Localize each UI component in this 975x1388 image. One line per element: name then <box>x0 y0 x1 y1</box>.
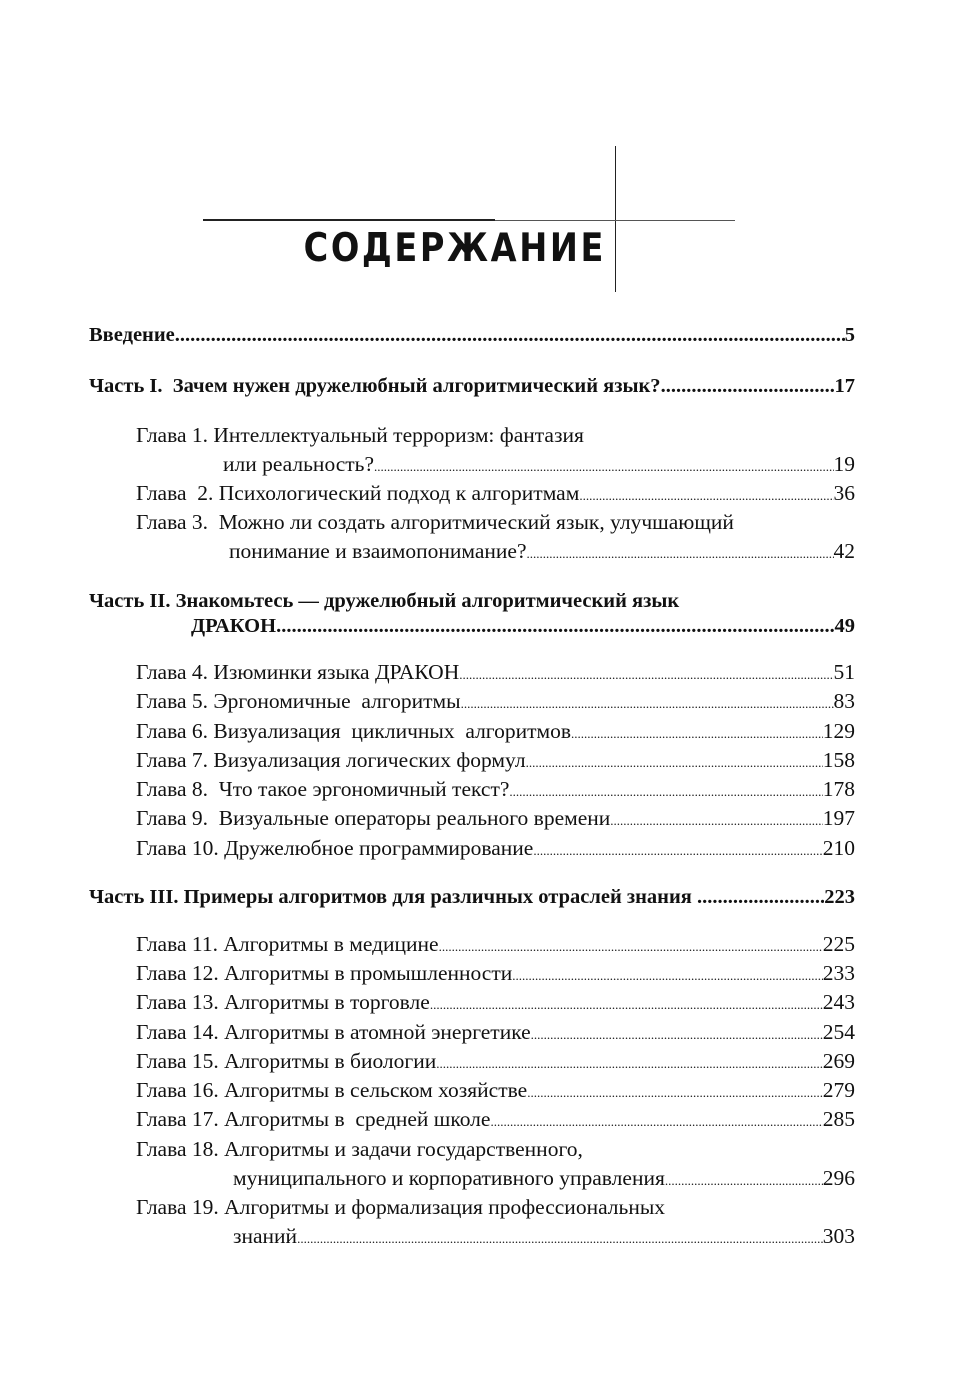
toc-entry-chapter-10[interactable] <box>136 836 855 865</box>
toc-leader <box>459 667 833 683</box>
toc-label: Глава 5. Эргономичные алгоритмы <box>136 689 461 713</box>
toc-leader <box>697 886 824 909</box>
toc-page: 303 <box>822 1224 855 1248</box>
toc-label: Глава 6. Визуализация цикличных алгоритмов <box>136 719 571 743</box>
toc-label: Глава 10. Дружелюбное программирование <box>136 836 534 860</box>
page-title: СОДЕРЖАНИЕ <box>303 226 606 271</box>
toc-entry-chapter-17[interactable] <box>136 1107 855 1136</box>
toc-page: 83 <box>833 689 855 713</box>
toc-label: Глава 2. Психологический подход к алгоритмам <box>136 481 580 505</box>
toc-leader <box>610 813 822 829</box>
toc-page: 225 <box>822 932 855 956</box>
toc-page: 5 <box>844 324 855 346</box>
toc-leader <box>490 1114 822 1130</box>
toc-leader <box>533 843 822 859</box>
toc-leader <box>661 375 835 398</box>
toc-leader <box>430 997 823 1013</box>
toc-entry-chapter-19-line1[interactable]: Глава 19. Алгоритмы и формализация профессиональных <box>136 1195 666 1219</box>
toc-label: Глава 8. Что такое эргономичный текст? <box>136 777 510 801</box>
toc-page: 36 <box>833 481 855 505</box>
toc-leader <box>374 459 833 475</box>
toc-leader <box>526 755 823 771</box>
toc-label: Глава 16. Алгоритмы в сельском хозяйстве <box>136 1078 528 1102</box>
toc-label: знаний <box>233 1224 298 1248</box>
toc-entry-part-3[interactable] <box>89 886 855 915</box>
toc-entry-intro[interactable] <box>89 324 855 353</box>
toc-entry-chapter-11[interactable] <box>136 932 855 961</box>
toc-page: 51 <box>833 660 855 684</box>
toc-entry-chapter-16[interactable] <box>136 1078 855 1107</box>
toc-entry-part-2-line1[interactable]: Часть II. Знакомьтесь — дружелюбный алгоритмический язык <box>89 590 680 612</box>
toc-leader <box>461 696 834 712</box>
toc-label: ДРАКОН <box>191 615 277 637</box>
decorative-rule-thin <box>495 220 735 221</box>
toc-page: 197 <box>822 806 855 830</box>
toc-page: 296 <box>822 1166 855 1190</box>
toc-entry-chapter-9[interactable] <box>136 806 855 835</box>
toc-entry-chapter-19[interactable] <box>233 1224 855 1253</box>
toc-page: 223 <box>824 886 855 908</box>
toc-page: 19 <box>833 452 855 476</box>
toc-entry-chapter-1[interactable] <box>223 452 855 481</box>
toc-entry-part-1[interactable] <box>89 375 855 404</box>
toc-label: Введение <box>89 324 175 346</box>
toc-entry-chapter-4[interactable] <box>136 660 855 689</box>
toc-label: Глава 13. Алгоритмы в торговле <box>136 990 430 1014</box>
toc-label: понимание и взаимопонимание? <box>229 539 527 563</box>
toc-label: Часть III. Примеры алгоритмов для различных отраслей знания <box>89 886 698 908</box>
toc-leader <box>297 1231 823 1247</box>
toc-entry-chapter-5[interactable] <box>136 689 855 718</box>
toc-label: Глава 14. Алгоритмы в атомной энергетике <box>136 1020 531 1044</box>
toc-leader <box>527 546 834 562</box>
toc-leader <box>509 784 822 800</box>
toc-label: Глава 9. Визуальные операторы реального времени <box>136 806 611 830</box>
toc-page: 269 <box>822 1049 855 1073</box>
toc-label: Глава 7. Визуализация логических формул <box>136 748 526 772</box>
toc-label: муниципального и корпоративного управления <box>233 1166 665 1190</box>
toc-entry-chapter-14[interactable] <box>136 1020 855 1049</box>
decorative-vertical-line <box>615 146 616 292</box>
toc-label: Глава 4. Изюминки языка ДРАКОН <box>136 660 460 684</box>
toc-leader <box>665 1173 823 1189</box>
toc-label: Глава 12. Алгоритмы в промышленности <box>136 961 513 985</box>
toc-page: 285 <box>822 1107 855 1131</box>
toc-entry-part-2[interactable] <box>191 615 855 644</box>
toc-leader <box>571 726 823 742</box>
toc-entry-chapter-13[interactable] <box>136 990 855 1019</box>
toc-entry-chapter-1-line1[interactable]: Глава 1. Интеллектуальный терроризм: фантазия <box>136 423 584 447</box>
toc-entry-chapter-7[interactable] <box>136 748 855 777</box>
toc-entry-chapter-12[interactable] <box>136 961 855 990</box>
toc-page: 279 <box>822 1078 855 1102</box>
toc-label: Часть I. Зачем нужен дружелюбный алгоритмический язык? <box>89 375 661 397</box>
toc-page: 178 <box>822 777 855 801</box>
toc-entry-chapter-18-line1[interactable]: Глава 18. Алгоритмы и задачи государственного, <box>136 1137 583 1161</box>
decorative-rule-thick <box>203 219 495 221</box>
toc-leader <box>175 324 845 347</box>
toc-entry-chapter-8[interactable] <box>136 777 855 806</box>
toc-entry-chapter-3[interactable] <box>229 539 855 568</box>
toc-entry-chapter-6[interactable] <box>136 719 855 748</box>
toc-page: 210 <box>822 836 855 860</box>
toc-page: 243 <box>822 990 855 1014</box>
toc-leader <box>579 488 833 504</box>
toc-page: 129 <box>822 719 855 743</box>
toc-leader <box>439 939 823 955</box>
toc-leader <box>512 968 823 984</box>
toc-entry-chapter-18[interactable] <box>233 1166 855 1195</box>
toc-leader <box>527 1085 823 1101</box>
toc-label: или реальность? <box>223 452 375 476</box>
toc-page: 254 <box>822 1020 855 1044</box>
toc-page: 42 <box>833 539 855 563</box>
toc-leader <box>436 1056 823 1072</box>
toc-page: 233 <box>822 961 855 985</box>
toc-page: 158 <box>822 748 855 772</box>
toc-leader <box>276 615 834 638</box>
toc-label: Глава 11. Алгоритмы в медицине <box>136 932 439 956</box>
toc-label: Глава 15. Алгоритмы в биологии <box>136 1049 437 1073</box>
toc-page: 17 <box>834 375 855 397</box>
toc-entry-chapter-2[interactable] <box>136 481 855 510</box>
toc-page: 49 <box>834 615 855 637</box>
toc-entry-chapter-3-line1[interactable]: Глава 3. Можно ли создать алгоритмический язык, улучшающий <box>136 510 734 534</box>
toc-entry-chapter-15[interactable] <box>136 1049 855 1078</box>
toc-label: Глава 17. Алгоритмы в средней школе <box>136 1107 491 1131</box>
toc-leader <box>531 1027 823 1043</box>
